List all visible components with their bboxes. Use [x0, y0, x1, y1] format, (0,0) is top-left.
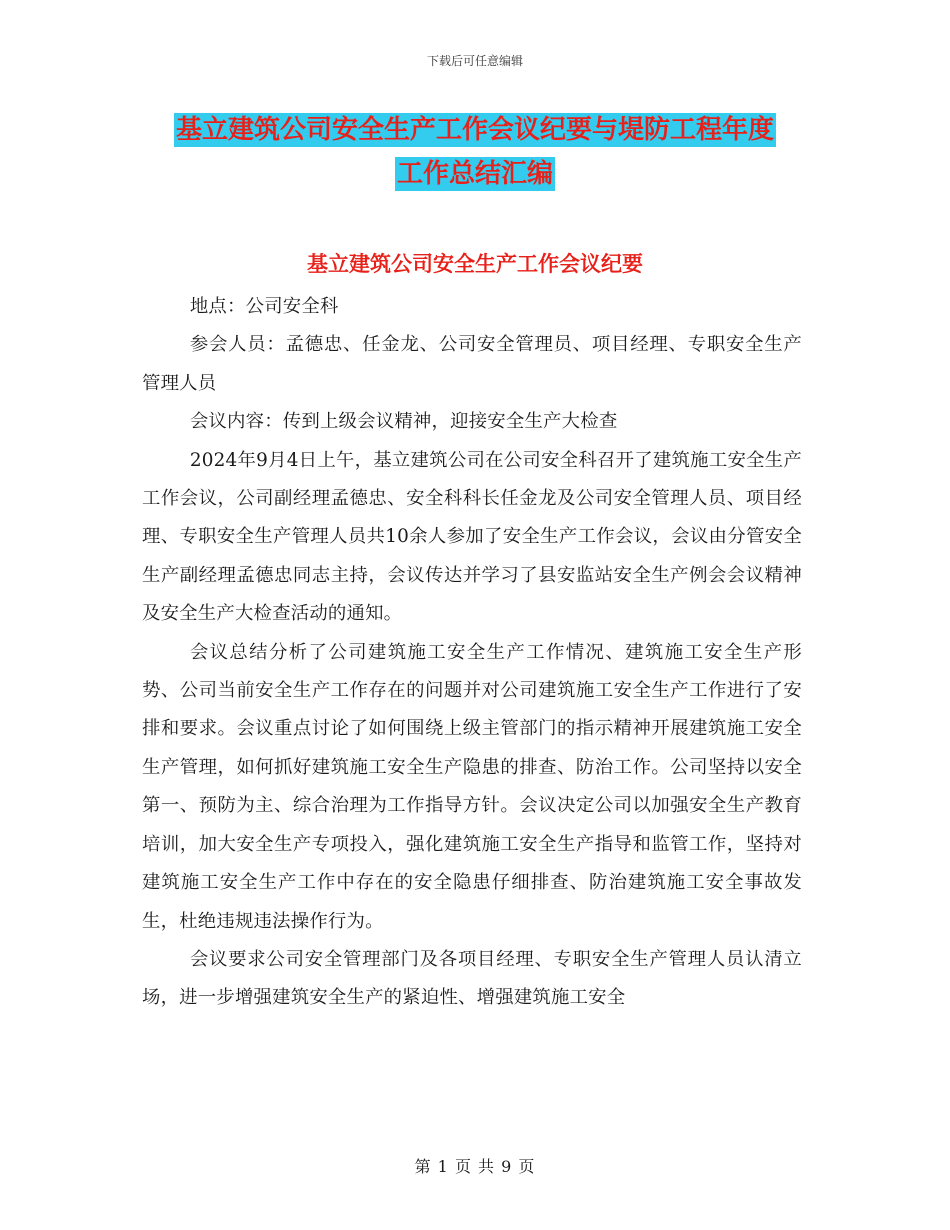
paragraph-attendees: 参会人员：孟德忠、任金龙、公司安全管理员、项目经理、专职安全生产管理人员 [142, 334, 802, 394]
paragraph-requirements: 会议要求公司安全管理部门及各项目经理、专职安全生产管理人员认清立场，进一步增强建筑安全生产的紧迫性、增强建筑施工安全 [142, 948, 802, 1009]
header-note: 下载后可任意编辑 [426, 54, 523, 68]
section-title: 基立建筑公司安全生产工作会议纪要 [307, 252, 643, 276]
document-body [142, 288, 802, 1018]
paragraph-meeting-summary: 2024年9月4日上午，基立建筑公司在公司安全科召开了建筑施工安全生产工作会议，公司副经理孟德忠、安全科科长任金龙及公司安全管理人员、项目经理、专职安全生产管理人员共10余人参加了安全生产工作会议，会议由分管安全生产副经理孟德忠同志主持，会议传达并学习了县安监站安全生产例会会议精神及安全生产大检查活动的通知。 [142, 449, 802, 625]
paragraph-location: 地点：公司安全科 [189, 296, 339, 317]
main-title-line-2: 工作总结汇编 [396, 159, 553, 189]
paragraph-agenda: 会议内容：传到上级会议精神，迎接安全生产大检查 [189, 411, 618, 433]
main-title-line-1: 基立建筑公司安全生产工作会议纪要与堤防工程年度 [175, 115, 774, 145]
paragraph-analysis: 会议总结分析了公司建筑施工安全生产工作情况、建筑施工安全生产形势、公司当前安全生产工作存在的问题并对公司建筑施工安全生产工作进行了安排和要求。会议重点讨论了如何围绕上级主管部门的指示精神开展建筑施工安全生产管理，如何抓好建筑施工安全生产隐患的排查、防治工作。公司坚持以安全第一、预防为主、综合治理为工作指导方针。会议决定公司以加强安全生产教育培训，加大安全生产专项投入，强化建筑施工安全生产指导和监管工作，坚持对建筑施工安全生产工作中存在的安全隐患仔细排查、防治建筑施工安全事故发生，杜绝违规违法操作行为。 [142, 641, 802, 932]
page-number-footer: 第 1 页 共 9 页 [414, 1157, 536, 1176]
document-main-title [140, 108, 810, 196]
